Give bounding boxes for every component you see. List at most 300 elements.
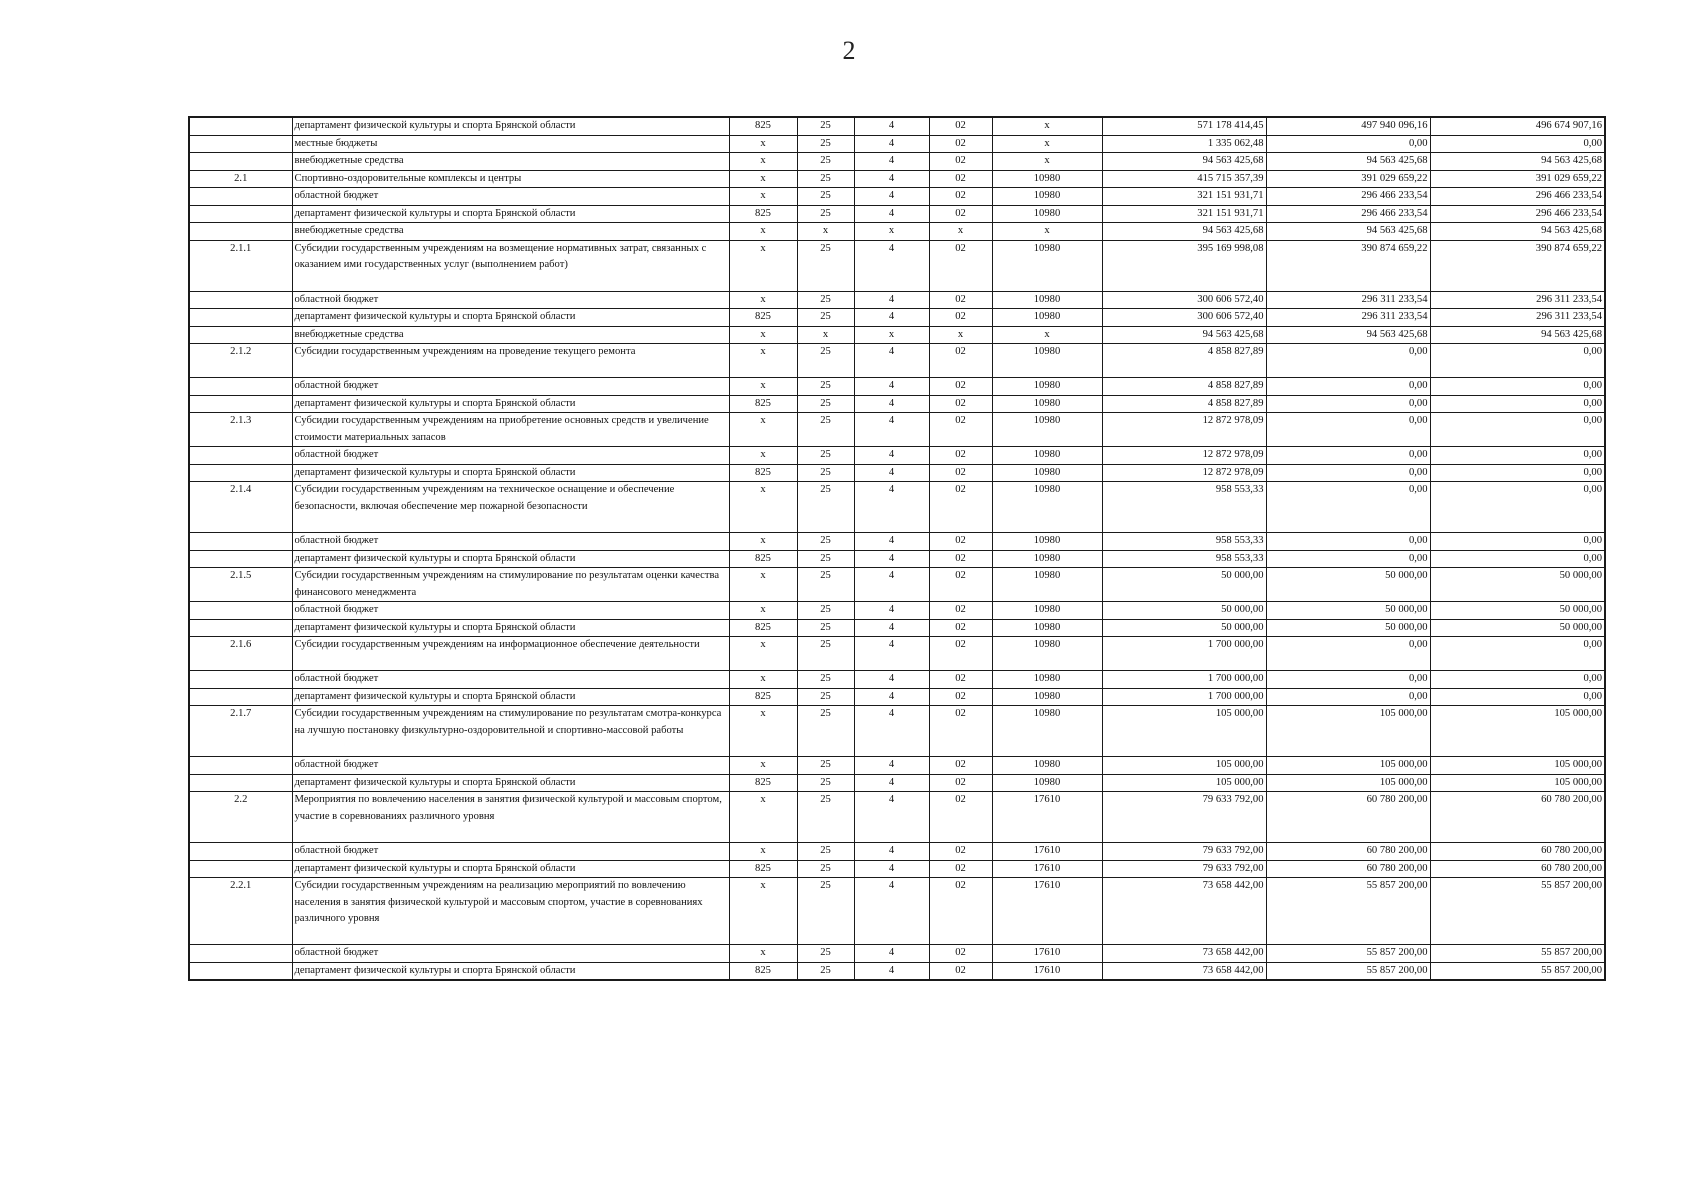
- table-row: [189, 326, 1605, 344]
- table-row: [189, 413, 1605, 447]
- row-name-cell: департамент физической культуры и спорта Брянской области: [292, 688, 729, 706]
- main-activity-code-cell: 02: [929, 533, 992, 551]
- row-number-cell: [189, 843, 292, 861]
- amount-year2-cell: 390 874 659,22: [1266, 240, 1430, 291]
- row-name-cell: областной бюджет: [292, 671, 729, 689]
- row-name-cell: департамент физической культуры и спорта Брянской области: [292, 464, 729, 482]
- row-number-cell: [189, 602, 292, 620]
- table-row: [189, 860, 1605, 878]
- admin-code-cell: х: [729, 878, 797, 945]
- amount-year1-cell: 1 700 000,00: [1102, 637, 1266, 671]
- direction-code-cell: 10980: [992, 482, 1102, 533]
- row-number-cell: 2.2: [189, 792, 292, 843]
- program-code-cell: 25: [797, 395, 854, 413]
- row-number-cell: 2.1.1: [189, 240, 292, 291]
- table-row: [189, 205, 1605, 223]
- row-name-cell: областной бюджет: [292, 843, 729, 861]
- program-code-cell: 25: [797, 240, 854, 291]
- table-row: [189, 464, 1605, 482]
- row-name-cell: областной бюджет: [292, 602, 729, 620]
- row-name-cell: Субсидии государственным учреждениям на приобретение основных средств и увеличение стоимости материальных запасов: [292, 413, 729, 447]
- table-row: [189, 568, 1605, 602]
- program-code-cell: 25: [797, 170, 854, 188]
- row-number-cell: 2.1.7: [189, 706, 292, 757]
- amount-year1-cell: 94 563 425,68: [1102, 326, 1266, 344]
- row-name-cell: областной бюджет: [292, 378, 729, 396]
- table-row: [189, 533, 1605, 551]
- program-code-cell: 25: [797, 860, 854, 878]
- amount-year1-cell: 958 553,33: [1102, 550, 1266, 568]
- row-name-cell: Субсидии государственным учреждениям на стимулирование по результатам смотра-конкурса на лучшую постановку физкультурно-оздоровительной и спортивно-массовой работы: [292, 706, 729, 757]
- table-row: [189, 482, 1605, 533]
- table-row: [189, 395, 1605, 413]
- amount-year3-cell: 0,00: [1430, 395, 1605, 413]
- main-activity-code-cell: 02: [929, 671, 992, 689]
- amount-year1-cell: 73 658 442,00: [1102, 945, 1266, 963]
- row-name-cell: департамент физической культуры и спорта Брянской области: [292, 619, 729, 637]
- row-number-cell: [189, 378, 292, 396]
- row-number-cell: [189, 395, 292, 413]
- direction-code-cell: 10980: [992, 637, 1102, 671]
- admin-code-cell: 825: [729, 309, 797, 327]
- amount-year1-cell: 958 553,33: [1102, 482, 1266, 533]
- table-row: [189, 688, 1605, 706]
- table-row: [189, 962, 1605, 980]
- amount-year3-cell: 94 563 425,68: [1430, 223, 1605, 241]
- row-name-cell: Субсидии государственным учреждениям на реализацию мероприятий по вовлечению населения в занятия физической культурой и массовым спортом, участие в соревнованиях различного уровня: [292, 878, 729, 945]
- program-code-cell: 25: [797, 117, 854, 135]
- program-code-cell: 25: [797, 619, 854, 637]
- amount-year2-cell: 55 857 200,00: [1266, 878, 1430, 945]
- amount-year3-cell: 55 857 200,00: [1430, 945, 1605, 963]
- direction-code-cell: 10980: [992, 309, 1102, 327]
- amount-year3-cell: 55 857 200,00: [1430, 962, 1605, 980]
- subprogram-code-cell: х: [854, 326, 929, 344]
- row-number-cell: [189, 464, 292, 482]
- program-code-cell: 25: [797, 945, 854, 963]
- main-activity-code-cell: 02: [929, 619, 992, 637]
- direction-code-cell: 10980: [992, 774, 1102, 792]
- amount-year3-cell: 0,00: [1430, 637, 1605, 671]
- main-activity-code-cell: 02: [929, 878, 992, 945]
- program-code-cell: 25: [797, 550, 854, 568]
- amount-year1-cell: 321 151 931,71: [1102, 188, 1266, 206]
- row-name-cell: департамент физической культуры и спорта Брянской области: [292, 395, 729, 413]
- direction-code-cell: х: [992, 153, 1102, 171]
- amount-year2-cell: 55 857 200,00: [1266, 962, 1430, 980]
- admin-code-cell: 825: [729, 962, 797, 980]
- program-code-cell: 25: [797, 188, 854, 206]
- direction-code-cell: 17610: [992, 792, 1102, 843]
- subprogram-code-cell: 4: [854, 153, 929, 171]
- direction-code-cell: 10980: [992, 240, 1102, 291]
- subprogram-code-cell: 4: [854, 533, 929, 551]
- main-activity-code-cell: 02: [929, 395, 992, 413]
- main-activity-code-cell: 02: [929, 117, 992, 135]
- subprogram-code-cell: 4: [854, 482, 929, 533]
- amount-year1-cell: 395 169 998,08: [1102, 240, 1266, 291]
- table-row: [189, 550, 1605, 568]
- program-code-cell: 25: [797, 533, 854, 551]
- amount-year1-cell: 415 715 357,39: [1102, 170, 1266, 188]
- amount-year1-cell: 94 563 425,68: [1102, 153, 1266, 171]
- row-number-cell: 2.1.4: [189, 482, 292, 533]
- program-code-cell: 25: [797, 878, 854, 945]
- row-number-cell: 2.2.1: [189, 878, 292, 945]
- main-activity-code-cell: 02: [929, 637, 992, 671]
- subprogram-code-cell: 4: [854, 602, 929, 620]
- amount-year2-cell: 105 000,00: [1266, 706, 1430, 757]
- subprogram-code-cell: 4: [854, 309, 929, 327]
- row-name-cell: областной бюджет: [292, 757, 729, 775]
- table-row: [189, 309, 1605, 327]
- amount-year2-cell: 497 940 096,16: [1266, 117, 1430, 135]
- admin-code-cell: 825: [729, 117, 797, 135]
- program-code-cell: 25: [797, 309, 854, 327]
- amount-year1-cell: 73 658 442,00: [1102, 878, 1266, 945]
- table-row: [189, 602, 1605, 620]
- amount-year3-cell: 296 466 233,54: [1430, 188, 1605, 206]
- amount-year1-cell: 79 633 792,00: [1102, 860, 1266, 878]
- direction-code-cell: 10980: [992, 170, 1102, 188]
- direction-code-cell: 10980: [992, 291, 1102, 309]
- program-code-cell: 25: [797, 962, 854, 980]
- amount-year1-cell: 958 553,33: [1102, 533, 1266, 551]
- amount-year3-cell: 0,00: [1430, 550, 1605, 568]
- row-number-cell: [189, 223, 292, 241]
- table-row: [189, 774, 1605, 792]
- amount-year2-cell: 105 000,00: [1266, 774, 1430, 792]
- main-activity-code-cell: 02: [929, 378, 992, 396]
- direction-code-cell: х: [992, 223, 1102, 241]
- amount-year2-cell: 296 311 233,54: [1266, 309, 1430, 327]
- amount-year2-cell: 0,00: [1266, 637, 1430, 671]
- admin-code-cell: х: [729, 706, 797, 757]
- amount-year3-cell: 390 874 659,22: [1430, 240, 1605, 291]
- direction-code-cell: 17610: [992, 860, 1102, 878]
- row-number-cell: [189, 135, 292, 153]
- main-activity-code-cell: 02: [929, 464, 992, 482]
- amount-year2-cell: 296 466 233,54: [1266, 205, 1430, 223]
- direction-code-cell: 10980: [992, 688, 1102, 706]
- direction-code-cell: 10980: [992, 706, 1102, 757]
- table-row: [189, 344, 1605, 378]
- amount-year2-cell: 60 780 200,00: [1266, 860, 1430, 878]
- row-number-cell: [189, 550, 292, 568]
- amount-year1-cell: 1 700 000,00: [1102, 671, 1266, 689]
- amount-year2-cell: 0,00: [1266, 378, 1430, 396]
- program-code-cell: 25: [797, 843, 854, 861]
- row-number-cell: [189, 309, 292, 327]
- row-number-cell: [189, 688, 292, 706]
- amount-year2-cell: 0,00: [1266, 688, 1430, 706]
- subprogram-code-cell: 4: [854, 378, 929, 396]
- amount-year3-cell: 0,00: [1430, 688, 1605, 706]
- amount-year3-cell: 55 857 200,00: [1430, 878, 1605, 945]
- subprogram-code-cell: 4: [854, 945, 929, 963]
- amount-year2-cell: 0,00: [1266, 533, 1430, 551]
- amount-year1-cell: 94 563 425,68: [1102, 223, 1266, 241]
- direction-code-cell: 10980: [992, 447, 1102, 465]
- amount-year3-cell: 0,00: [1430, 135, 1605, 153]
- program-code-cell: 25: [797, 205, 854, 223]
- main-activity-code-cell: 02: [929, 602, 992, 620]
- main-activity-code-cell: 02: [929, 170, 992, 188]
- table-row: [189, 757, 1605, 775]
- row-number-cell: 2.1.5: [189, 568, 292, 602]
- amount-year3-cell: 296 466 233,54: [1430, 205, 1605, 223]
- row-name-cell: местные бюджеты: [292, 135, 729, 153]
- subprogram-code-cell: 4: [854, 619, 929, 637]
- subprogram-code-cell: 4: [854, 464, 929, 482]
- program-code-cell: 25: [797, 135, 854, 153]
- main-activity-code-cell: 02: [929, 945, 992, 963]
- direction-code-cell: 10980: [992, 568, 1102, 602]
- subprogram-code-cell: 4: [854, 170, 929, 188]
- row-number-cell: [189, 533, 292, 551]
- row-name-cell: Субсидии государственным учреждениям на возмещение нормативных затрат, связанных с оказанием ими государственных услуг (выполнением работ): [292, 240, 729, 291]
- row-name-cell: департамент физической культуры и спорта Брянской области: [292, 962, 729, 980]
- direction-code-cell: 10980: [992, 550, 1102, 568]
- amount-year3-cell: 94 563 425,68: [1430, 326, 1605, 344]
- amount-year1-cell: 12 872 978,09: [1102, 447, 1266, 465]
- program-code-cell: 25: [797, 757, 854, 775]
- direction-code-cell: х: [992, 117, 1102, 135]
- program-code-cell: 25: [797, 291, 854, 309]
- subprogram-code-cell: 4: [854, 671, 929, 689]
- direction-code-cell: 10980: [992, 602, 1102, 620]
- table-row: [189, 843, 1605, 861]
- direction-code-cell: 17610: [992, 878, 1102, 945]
- table-row: [189, 117, 1605, 135]
- row-name-cell: департамент физической культуры и спорта Брянской области: [292, 309, 729, 327]
- subprogram-code-cell: 4: [854, 757, 929, 775]
- amount-year2-cell: 50 000,00: [1266, 568, 1430, 602]
- amount-year3-cell: 296 311 233,54: [1430, 291, 1605, 309]
- row-name-cell: Субсидии государственным учреждениям на техническое оснащение и обеспечение безопасности, включая обеспечение мер пожарной безопасности: [292, 482, 729, 533]
- table-row: [189, 878, 1605, 945]
- program-code-cell: 25: [797, 464, 854, 482]
- row-name-cell: внебюджетные средства: [292, 153, 729, 171]
- admin-code-cell: х: [729, 344, 797, 378]
- amount-year2-cell: 60 780 200,00: [1266, 792, 1430, 843]
- direction-code-cell: х: [992, 135, 1102, 153]
- amount-year2-cell: 0,00: [1266, 464, 1430, 482]
- admin-code-cell: 825: [729, 619, 797, 637]
- subprogram-code-cell: 4: [854, 878, 929, 945]
- amount-year1-cell: 1 700 000,00: [1102, 688, 1266, 706]
- amount-year3-cell: 0,00: [1430, 378, 1605, 396]
- main-activity-code-cell: 02: [929, 482, 992, 533]
- budget-table-body: [189, 117, 1605, 980]
- row-name-cell: департамент физической культуры и спорта Брянской области: [292, 550, 729, 568]
- amount-year1-cell: 4 858 827,89: [1102, 378, 1266, 396]
- main-activity-code-cell: 02: [929, 153, 992, 171]
- row-name-cell: внебюджетные средства: [292, 223, 729, 241]
- direction-code-cell: 10980: [992, 619, 1102, 637]
- amount-year1-cell: 4 858 827,89: [1102, 395, 1266, 413]
- direction-code-cell: 10980: [992, 205, 1102, 223]
- table-row: [189, 291, 1605, 309]
- admin-code-cell: х: [729, 170, 797, 188]
- program-code-cell: 25: [797, 706, 854, 757]
- table-row: [189, 671, 1605, 689]
- amount-year2-cell: 296 466 233,54: [1266, 188, 1430, 206]
- main-activity-code-cell: 02: [929, 962, 992, 980]
- direction-code-cell: 10980: [992, 464, 1102, 482]
- main-activity-code-cell: 02: [929, 344, 992, 378]
- row-number-cell: [189, 774, 292, 792]
- row-number-cell: 2.1: [189, 170, 292, 188]
- amount-year1-cell: 105 000,00: [1102, 757, 1266, 775]
- direction-code-cell: 10980: [992, 533, 1102, 551]
- row-number-cell: [189, 619, 292, 637]
- main-activity-code-cell: 02: [929, 757, 992, 775]
- program-code-cell: 25: [797, 688, 854, 706]
- amount-year1-cell: 4 858 827,89: [1102, 344, 1266, 378]
- amount-year2-cell: 94 563 425,68: [1266, 223, 1430, 241]
- subprogram-code-cell: 4: [854, 205, 929, 223]
- amount-year2-cell: 391 029 659,22: [1266, 170, 1430, 188]
- amount-year1-cell: 12 872 978,09: [1102, 413, 1266, 447]
- admin-code-cell: х: [729, 188, 797, 206]
- table-row: [189, 637, 1605, 671]
- amount-year3-cell: 496 674 907,16: [1430, 117, 1605, 135]
- admin-code-cell: х: [729, 447, 797, 465]
- amount-year1-cell: 1 335 062,48: [1102, 135, 1266, 153]
- amount-year2-cell: 0,00: [1266, 550, 1430, 568]
- table-row: [189, 619, 1605, 637]
- admin-code-cell: х: [729, 413, 797, 447]
- amount-year1-cell: 300 606 572,40: [1102, 309, 1266, 327]
- row-number-cell: [189, 188, 292, 206]
- program-code-cell: х: [797, 326, 854, 344]
- subprogram-code-cell: 4: [854, 843, 929, 861]
- amount-year2-cell: 94 563 425,68: [1266, 326, 1430, 344]
- table-row: [189, 706, 1605, 757]
- subprogram-code-cell: 4: [854, 344, 929, 378]
- program-code-cell: 25: [797, 774, 854, 792]
- amount-year1-cell: 73 658 442,00: [1102, 962, 1266, 980]
- main-activity-code-cell: 02: [929, 843, 992, 861]
- row-name-cell: департамент физической культуры и спорта Брянской области: [292, 117, 729, 135]
- admin-code-cell: 825: [729, 205, 797, 223]
- amount-year2-cell: 0,00: [1266, 413, 1430, 447]
- row-number-cell: 2.1.3: [189, 413, 292, 447]
- row-number-cell: [189, 153, 292, 171]
- admin-code-cell: х: [729, 757, 797, 775]
- amount-year2-cell: 0,00: [1266, 447, 1430, 465]
- amount-year2-cell: 0,00: [1266, 482, 1430, 533]
- admin-code-cell: х: [729, 602, 797, 620]
- subprogram-code-cell: 4: [854, 637, 929, 671]
- amount-year1-cell: 50 000,00: [1102, 602, 1266, 620]
- amount-year1-cell: 105 000,00: [1102, 706, 1266, 757]
- budget-table: [188, 116, 1606, 981]
- table-row: [189, 170, 1605, 188]
- main-activity-code-cell: 02: [929, 688, 992, 706]
- amount-year3-cell: 94 563 425,68: [1430, 153, 1605, 171]
- admin-code-cell: 825: [729, 774, 797, 792]
- program-code-cell: 25: [797, 447, 854, 465]
- program-code-cell: 25: [797, 344, 854, 378]
- subprogram-code-cell: 4: [854, 568, 929, 602]
- amount-year3-cell: 0,00: [1430, 671, 1605, 689]
- table-row: [189, 188, 1605, 206]
- row-number-cell: [189, 945, 292, 963]
- direction-code-cell: 10980: [992, 188, 1102, 206]
- row-name-cell: областной бюджет: [292, 945, 729, 963]
- admin-code-cell: 825: [729, 550, 797, 568]
- table-row: [189, 153, 1605, 171]
- amount-year1-cell: 79 633 792,00: [1102, 792, 1266, 843]
- row-name-cell: Субсидии государственным учреждениям на стимулирование по результатам оценки качества финансового менеджмента: [292, 568, 729, 602]
- row-name-cell: областной бюджет: [292, 447, 729, 465]
- program-code-cell: 25: [797, 671, 854, 689]
- amount-year3-cell: 0,00: [1430, 413, 1605, 447]
- subprogram-code-cell: 4: [854, 860, 929, 878]
- admin-code-cell: х: [729, 240, 797, 291]
- admin-code-cell: 825: [729, 395, 797, 413]
- row-number-cell: [189, 205, 292, 223]
- admin-code-cell: х: [729, 378, 797, 396]
- row-name-cell: департамент физической культуры и спорта Брянской области: [292, 205, 729, 223]
- row-name-cell: областной бюджет: [292, 188, 729, 206]
- subprogram-code-cell: 4: [854, 240, 929, 291]
- admin-code-cell: х: [729, 533, 797, 551]
- main-activity-code-cell: 02: [929, 792, 992, 843]
- subprogram-code-cell: 4: [854, 706, 929, 757]
- row-name-cell: Мероприятия по вовлечению населения в занятия физической культурой и массовым спортом, участие в соревнованиях различного уровня: [292, 792, 729, 843]
- amount-year3-cell: 105 000,00: [1430, 757, 1605, 775]
- main-activity-code-cell: 02: [929, 550, 992, 568]
- main-activity-code-cell: 02: [929, 135, 992, 153]
- direction-code-cell: 10980: [992, 757, 1102, 775]
- direction-code-cell: 17610: [992, 843, 1102, 861]
- program-code-cell: 25: [797, 378, 854, 396]
- direction-code-cell: 17610: [992, 945, 1102, 963]
- row-number-cell: [189, 962, 292, 980]
- amount-year1-cell: 300 606 572,40: [1102, 291, 1266, 309]
- program-code-cell: 25: [797, 602, 854, 620]
- main-activity-code-cell: 02: [929, 205, 992, 223]
- row-number-cell: [189, 860, 292, 878]
- subprogram-code-cell: 4: [854, 792, 929, 843]
- row-name-cell: внебюджетные средства: [292, 326, 729, 344]
- amount-year1-cell: 321 151 931,71: [1102, 205, 1266, 223]
- amount-year2-cell: 60 780 200,00: [1266, 843, 1430, 861]
- row-number-cell: [189, 291, 292, 309]
- program-code-cell: 25: [797, 792, 854, 843]
- program-code-cell: 25: [797, 413, 854, 447]
- admin-code-cell: х: [729, 153, 797, 171]
- subprogram-code-cell: 4: [854, 962, 929, 980]
- amount-year1-cell: 50 000,00: [1102, 568, 1266, 602]
- subprogram-code-cell: 4: [854, 291, 929, 309]
- admin-code-cell: х: [729, 223, 797, 241]
- amount-year2-cell: 94 563 425,68: [1266, 153, 1430, 171]
- row-name-cell: департамент физической культуры и спорта Брянской области: [292, 774, 729, 792]
- amount-year3-cell: 0,00: [1430, 533, 1605, 551]
- subprogram-code-cell: 4: [854, 135, 929, 153]
- amount-year3-cell: 105 000,00: [1430, 774, 1605, 792]
- row-number-cell: [189, 671, 292, 689]
- amount-year3-cell: 0,00: [1430, 447, 1605, 465]
- direction-code-cell: 10980: [992, 671, 1102, 689]
- table-row: [189, 792, 1605, 843]
- row-name-cell: Субсидии государственным учреждениям на информационное обеспечение деятельности: [292, 637, 729, 671]
- admin-code-cell: 825: [729, 688, 797, 706]
